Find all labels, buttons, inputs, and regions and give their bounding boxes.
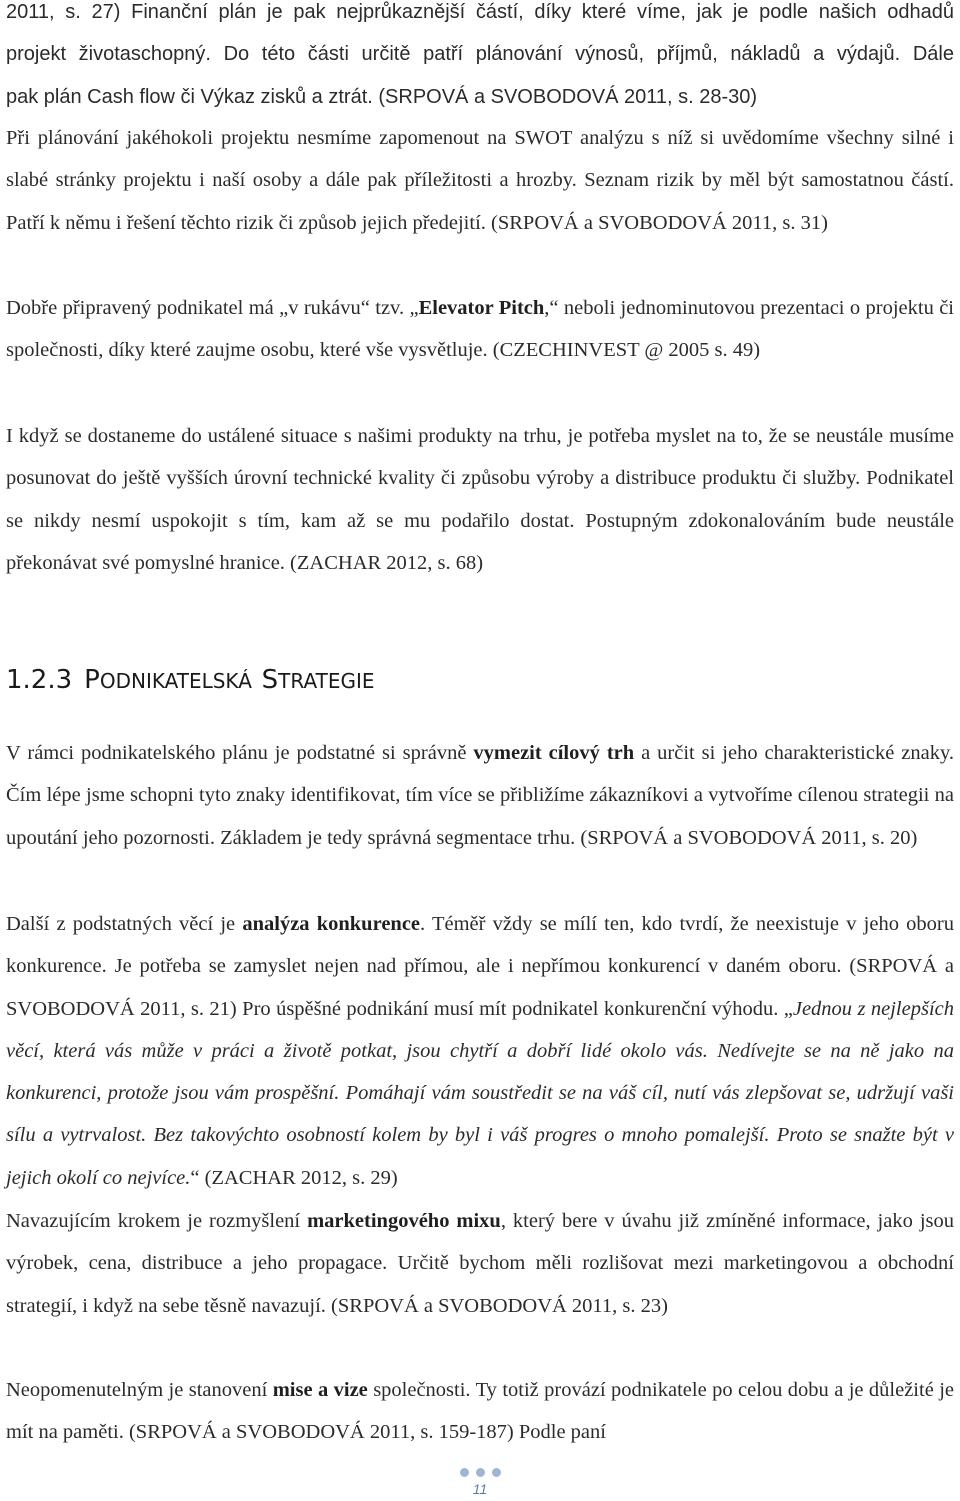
bold-term: marketingového mixu — [307, 1210, 501, 1232]
text-line: pak plán Cash flow či Výkaz zisků a ztrát. (SRPOVÁ a SVOBODOVÁ 2011, s. 28-30) — [6, 85, 758, 108]
heading-text: TRATEGIE — [278, 669, 375, 693]
paragraph-marketing-mix — [6, 1200, 954, 1327]
text-run: “ (ZACHAR 2012, s. 29) — [190, 1166, 398, 1189]
bold-term: analýza konkurence — [242, 913, 421, 935]
paragraph-mission-vision — [6, 1369, 954, 1454]
paragraph-competition — [6, 903, 954, 1199]
paragraph-financial-plan — [6, 0, 954, 118]
text-run: ,“ neboli jednominutovou prezentaci o projektu či společnosti, díky které zaujme osobu, které vše vysvětluje. (CZECHINVEST @ 2005 s. 49) — [6, 297, 954, 362]
text-run: společnosti. Ty totiž provází podnikatele po celou dobu a je důležité je mít na paměti. (SRPOVÁ a SVOBODOVÁ 2011, s. 159-187) Podle paní — [6, 1379, 954, 1444]
paragraph-improvement: I když se dostaneme do ustálené situace s našimi produkty na trhu, je potřeba myslet na to, že se neustále musíme posunovat do ještě vyšších úrovní technické kvality či způsobu výroby a distribuce produktu či služby. Podnikatel se nikdy nesmí uspokojit s tím, kam až se mu podařilo dostat. Postupným zdokonalováním bude neustále překonávat své pomyslné hranice. (ZACHAR 2012, s. 68) — [6, 425, 954, 574]
text-run: Další z podstatných věcí je — [6, 913, 243, 935]
bold-term: Elevator Pitch — [418, 297, 545, 319]
text-run: Navazujícím krokem je rozmyšlení — [6, 1210, 308, 1232]
text-run: Dobře připravený podnikatel má „v rukávu“ tzv. „ — [6, 297, 419, 319]
dot-icon — [476, 1468, 485, 1477]
paragraph-target-market — [6, 732, 954, 859]
text-run: . Téměř vždy se mílí ten, kdo tvrdí, že neexistuje v jeho oboru konkurence. Je potřeba se zamyslet nejen nad přímou, ale i nepřímou konkurencí v daném oboru. (SRPOVÁ a SVOBODOVÁ 2011, s. 21) Pro úspěšné podnikání musí mít podnikatel konkurenční výhodu. „ — [6, 913, 954, 1020]
page-number: 11 — [472, 1481, 488, 1497]
italic-quote: Jednou z nejlepších věcí, která vás může v práci a životě potkat, jsou chytří a dobří lidé okolo vás. Nedívejte se na ně jako na konkurenci, protože jsou vám prospěšní. Pomáhají vám soustředit se na váš cíl, nutí vás zlepšovat se, udržují vaši sílu a vytrvalost. Bez takovýchto osobností kolem by byl i váš progres o mnoho pomalejší. Proto se snažte být v jejich okolí co nejvíce. — [6, 997, 954, 1189]
dot-icon — [492, 1468, 501, 1477]
text-run: , který bere v úvahu již zmíněné informace, jako jsou výrobek, cena, distribuce a jeho propagace. Určitě bychom měli rozlišovat mezi marketingovou a obchodní strategií, i když na sebe těsně navazují. (SRPOVÁ a SVOBODOVÁ 2011, s. 23) — [6, 1210, 954, 1317]
text-line: 2011, s. 27) Finanční plán je pak nejprůkaznější částí, díky které víme, jak je podle našich odhadů — [6, 1, 954, 23]
text-run: a určit si jeho charakteristické znaky. Čím lépe jsme schopni tyto znaky identifikovat, tím více se přibližíme zákazníkovi a vytvoříme cílenou strategii na upoutání jeho pozornosti. Základem je tedy správná segmentace trhu. (SRPOVÁ a SVOBODOVÁ 2011, s. 20) — [6, 742, 954, 849]
section-heading — [6, 660, 375, 704]
text-run: V rámci podnikatelského plánu je podstatné si správně — [6, 742, 474, 764]
heading-initial: P — [84, 665, 100, 695]
paragraph-swot: Při plánování jakéhokoli projektu nesmíme zapomenout na SWOT analýzu s níž si uvědomíme všechny silné i slabé stránky projektu i naší osoby a dále pak příležitosti a hrozby. Seznam rizik by měl být samostatnou částí. Patří k němu i řešení těchto rizik či způsob jejich předejití. (SRPOVÁ a SVOBODOVÁ 2011, s. 31) — [6, 127, 954, 234]
text-line: projekt životaschopný. Do této části určitě patří plánování výnosů, příjmů, nákladů a výdajů. Dále — [6, 43, 954, 66]
bold-term: mise a vize — [272, 1379, 368, 1401]
footer-dots-ornament — [459, 1468, 503, 1478]
heading-text: ODNIKATELSKÁ — [99, 669, 252, 693]
heading-initial: S — [261, 665, 279, 695]
bold-term: vymezit cílový trh — [473, 742, 635, 764]
dot-icon — [460, 1468, 469, 1477]
paragraph-elevator-pitch — [6, 287, 954, 372]
section-number: 1.2.3 — [6, 665, 73, 695]
text-run: Neopomenutelným je stanovení — [6, 1379, 273, 1401]
